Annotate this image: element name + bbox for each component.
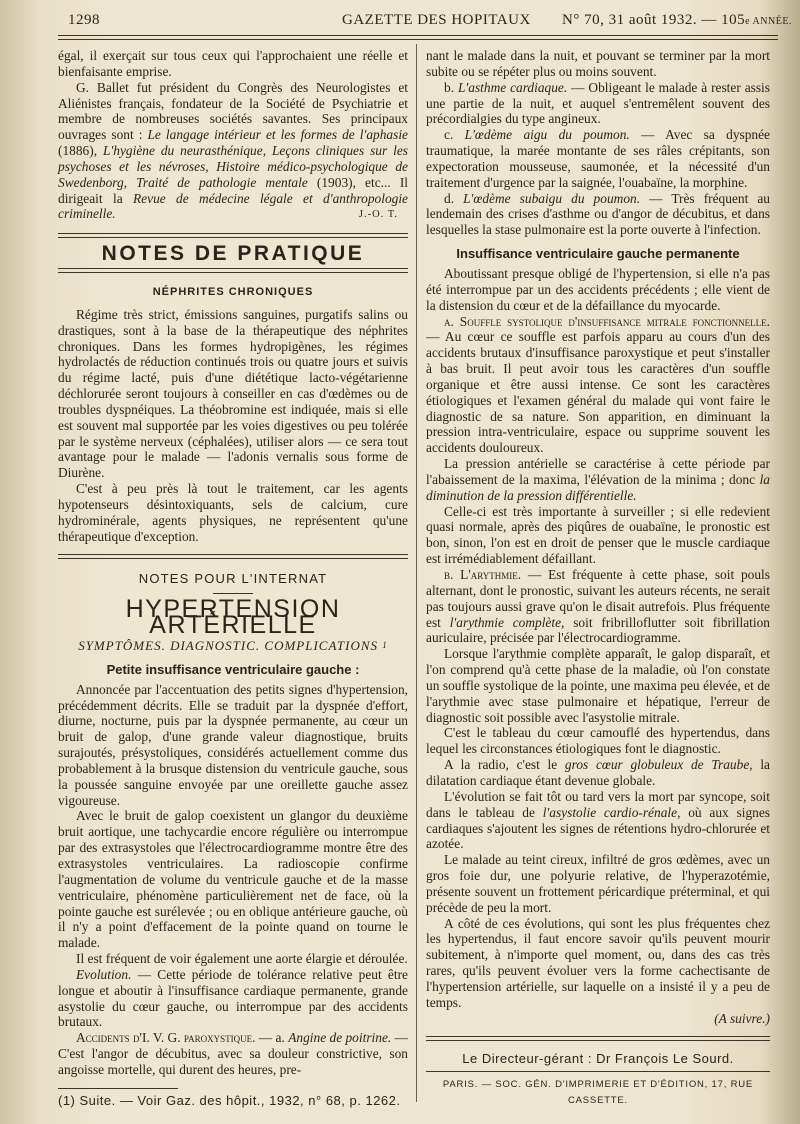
asthme-text: — Obligeant le malade à rester assis une partie de la nuit, et auquel s'entremêlent souvent des précordialgies du type angineux. xyxy=(426,79,770,127)
article-paragraph xyxy=(426,567,770,646)
oedeme-subaigu-label: L'œdème subaigu du poumon. xyxy=(463,190,641,206)
journal-title: GAZETTE DES HOPITAUX xyxy=(342,12,531,28)
item-letter: d. xyxy=(444,190,464,206)
subtitle-text: SYMPTÔMES. DIAGNOSTIC. COMPLICATIONS xyxy=(78,638,379,653)
footnote: (1) Suite. — Voir Gaz. des hôpit., 1932, n° 68, p. 1262. xyxy=(58,1092,401,1108)
radio-text: A la radio, c'est le xyxy=(444,757,565,773)
section-rule xyxy=(58,268,408,273)
printer-line: PARIS. — SOC. GÉN. D'IMPRIMERIE ET D'ÉDITION, 17, RUE CASSETTE. xyxy=(442,1079,754,1107)
section-heading: Insuffisance ventriculaire gauche permanente xyxy=(456,246,740,262)
traube-emphasis: gros cœur globuleux de Traube xyxy=(564,757,750,773)
arythmie-complete: l'arythmie complète xyxy=(449,614,562,630)
article-paragraph: Aboutissant presque obligé de l'hypertension, si elle n'a pas été interrompue par un des accidents précédents ; elle vient de la distension du cœur et de la défaillance du myocarde. xyxy=(426,265,770,313)
evolution-text: L'évolution se fait tôt ou tard vers la mort par syncope, soit dans le tableau de xyxy=(426,788,770,820)
footnote-mark: 1 xyxy=(382,640,388,650)
arythmie-text-2: , soit fribrilloflutter soit fibrillation auriculaire, précisée par l'électrocardiogramme. xyxy=(426,614,770,646)
arythmie-text: — Est fréquente à cette phase, soit pouls alternant, dont le pronostic, suivant les auteurs récents, ne serait pas toujours aussi grave qu'on le disait autrefois. Plus fréquente est xyxy=(426,567,770,630)
radio-text-2: , la dilatation cardiaque étant devenue globale. xyxy=(426,757,770,788)
page-number: 1298 xyxy=(68,12,100,28)
works-text: G. Ballet fut président du Congrès des Neurologistes et Aliénistes français, fondateur de la Société de Psychiatrie et membre de nombreuses sociétés savantes. Ses principaux ouvrages sont : xyxy=(58,79,408,143)
article-paragraph xyxy=(58,967,408,1030)
issue-year: e ANNÉE. xyxy=(745,16,792,27)
item-letter: b. xyxy=(444,79,458,95)
footer-rule xyxy=(426,1036,770,1041)
souffle-text: — Au cœur ce souffle est parfois apparu au cours d'un des accidents brutaux d'insuffisance paroxystique et peut s'installer à bas bruit. Il peut avoir tous les caractères d'un souffle organique et être aussi intense. Ce sont les caractères étiologiques et l'examen général du malade qui vont faire le diagnostic de sa nature. Son apparition, en diminuant la pression intra-ventriculaire, espace ou supprime souvent les accidents douloureux. xyxy=(426,329,770,456)
notes-title: NOTES DE PRATIQUE xyxy=(101,242,365,266)
footer-rule-thin xyxy=(426,1071,770,1072)
article-paragraph: Lorsque l'arythmie complète apparaît, le galop disparaît, et l'on comprend qu'à cette phase de la maladie, où l'on constate un souffle systolique de la pointe, une maxima peu élevée, et de l'arythmie avec stase pulmonaire et hépatique, l'erreur de diagnostic soit possible avec l'asystolie mitrale. xyxy=(426,646,770,725)
pression-text: La pression antérielle se caractérise à cette période par l'abaissement de la maxima, l'élévation de la minima ; donc xyxy=(426,456,770,487)
header-rule-bottom xyxy=(58,39,778,40)
asystolie-emphasis: l'asystolie cardio-rénale xyxy=(542,804,678,820)
section-rule xyxy=(58,554,408,559)
oedeme-aigu-text: — Avec sa dyspnée traumatique, la marée montante de ses râles crépitants, son expectoration mousseuse, saumonée, et la nécessité d'un traitement d'urgence par la saignée, l'ouabaïne, la morphine. xyxy=(426,127,771,190)
item-letter: c. xyxy=(444,127,465,143)
article-paragraph xyxy=(426,314,770,457)
obituary-works xyxy=(58,80,408,223)
works-titles: L'hygiène du neurasthénique, Leçons cliniques sur les psychoses et les névroses, Histoire médico-psychologique de Swedenborg, Traité de pathologie mentale xyxy=(58,143,408,190)
obituary-end: égal, il exerçait sur tous ceux qui l'approchaient une réelle et bienfaisante emprise. xyxy=(58,48,408,79)
angine-text: — C'est l'angor de décubitus, avec sa douleur constrictive, son angoisse mortelle, qui durent des heures, pre- xyxy=(58,1030,409,1077)
works-title-1: Le langage intérieur et les formes de l'aphasie xyxy=(147,127,408,143)
angine-label: Angine de poitrine. xyxy=(288,1030,392,1046)
article-paragraph xyxy=(426,757,770,789)
article-paragraph xyxy=(426,127,770,190)
right-column xyxy=(426,48,770,1109)
works-journal: Revue de médecine légale et d'anthropologie criminelle. xyxy=(58,190,408,222)
souffle-label: a. Souffle systolique d'insuffisance mitrale fonctionnelle. xyxy=(444,313,770,329)
column-divider xyxy=(416,44,417,1102)
article-title: HYPERTENSION ARTÉRIELLE xyxy=(125,595,341,640)
short-rule xyxy=(213,593,253,594)
oedeme-aigu-label: L'œdème aigu du poumon. xyxy=(464,127,630,143)
article-paragraph xyxy=(426,789,770,852)
issue-number-date: N° 70, 31 août 1932. — 105 xyxy=(562,12,746,28)
article-paragraph: Le malade au teint cireux, infiltré de gros œdèmes, avec un gros foie dur, une polyurie relative, de l'hyperazotémie, présente souvent un frottement péricardique préterminal, et qui précède de peu la mort. xyxy=(426,852,770,915)
article-subtitle xyxy=(58,638,408,654)
article-paragraph: C'est le tableau du cœur camouflé des hypertendus, dans lequel les circonstances étiologiques font le diagnostic. xyxy=(426,725,770,757)
article-paragraph xyxy=(426,80,770,128)
article-paragraph: Celle-ci est très importante à surveiller ; si elle redevient quasi normale, après des piqûres de ouabaïne, le pronostic est bon, sinon, l'on est en droit de penser que le muscle cardiaque est irrémédiablement défaillant. xyxy=(426,503,770,567)
left-column xyxy=(58,48,408,1109)
footnote-rule xyxy=(58,1088,178,1089)
pression-emphasis: la diminution de la pression différentielle. xyxy=(426,471,770,503)
article-paragraph: Annoncée par l'accentuation des petits signes d'hypertension, précédemment décrits. Elle se traduit par la dyspnée d'effort, diurne, nocturne, puis par la dyspnée permanente, au cœur un bruit de galop, d'une grande valeur diagnostique, bruits surajoutés, présystoliques, considérés actuellement comme dus probablement à la brusque distension du ventricule gauche, sous la poussée sanguine envoyée par une oreillette gauche assez vigoureuse. xyxy=(58,681,408,808)
nephrites-title: NÉPHRITES CHRONIQUES xyxy=(152,285,314,298)
page-header xyxy=(50,12,792,34)
article-paragraph xyxy=(58,1030,408,1078)
evolution-label: Evolution. xyxy=(76,966,132,982)
accidents-label: Accidents d'I. V. G. paroxystique. xyxy=(76,1030,256,1046)
asthme-label: L'asthme cardiaque. xyxy=(457,79,568,95)
nephrites-paragraph: Régime très strict, émissions sanguines, purgatifs salins ou drastiques, sont à la base de la thérapeutique des néphrites chroniques. Dans les formes hydropigènes, les régimes hydrolactés de réduction continués trois ou quatre jours et suivis du régime lacté, puis d'une diététique lacto-végétarienne déchlorurée seront toujours à conseiller en cas d'œdèmes ou de troubles dyspnéiques. La théobromine est indiquée, mais si elle est souvent mal supportée par les voies digestives ou peu tolérée par le système nerveux (céphalées), utiliser alors — ce sera tout avantage pour le malade — l'adonis vernalis sous forme de Diurène. xyxy=(58,306,408,481)
section-rule xyxy=(58,233,408,238)
article-paragraph xyxy=(426,456,770,504)
header-rule-top xyxy=(58,35,778,36)
article-paragraph: nant le malade dans la nuit, et pouvant se terminer par la mort subite ou se répéter plus ou moins souvent. xyxy=(426,48,770,79)
director-manager: Le Directeur-gérant : Dr François Le Sourd. xyxy=(462,1051,734,1067)
arythmie-label: b. L'arythmie. xyxy=(444,567,522,582)
accidents-a: — a. xyxy=(255,1030,289,1046)
article-paragraph xyxy=(426,191,770,239)
nephrites-paragraph: C'est à peu près là tout le traitement, car les agents hypotenseurs désintoxiquants, sels de calcium, cure hydrominérale, agents physiques, ne représentent qu'une thérapeutique d'exception. xyxy=(58,481,408,544)
evolution-text: — Cette période de tolérance relative peut être longue et aboutir à l'insuffisance cardiaque permanente, grande asystolie du cœur gauche, ou interrompue par des accidents brutaux. xyxy=(58,966,408,1030)
issue-info xyxy=(562,12,792,29)
works-year-1: (1886), xyxy=(58,143,103,159)
evolution-text-2: , où aux signes cardiaques s'ajoutent les signes de rétentions hydro-chlorurée et azotée. xyxy=(426,804,770,852)
article-paragraph: Avec le bruit de galop coexistent un glangor du deuxième bruit aortique, une tachycardie encore régulière ou interrompue par des extrasystoles que l'électrocardiogramme montre être des extrasystoles ventriculaires. La radioscopie confirme l'augmentation de volume du ventricule gauche et de la masse ventriculaire, phénomène particulièrement net de face, où la pointe gauche est surélevée ; ou en oblique antérieure gauche, où il n'y a point d'effacement de la pointe quand on tourne le malade. xyxy=(58,808,408,951)
section-heading: Petite insuffisance ventriculaire gauche : xyxy=(106,661,360,677)
internat-title: NOTES POUR L'INTERNAT xyxy=(138,571,328,587)
works-year-2: (1903), etc... Il dirigeait la xyxy=(58,174,409,206)
oedeme-subaigu-text: — Très fréquent au lendemain des crises d'asthme ou d'angor de décubitus, et dans lesquelles la stase pulmonaire est la porte ouverte à l'infection. xyxy=(426,190,770,238)
article-paragraph: Il est fréquent de voir également une aorte élargie et déroulée. xyxy=(76,951,408,967)
article-paragraph: A côté de ces évolutions, qui sont les plus fréquentes chez les hypertendus, il faut encore savoir qu'ils peuvent mourir subitement, à n'importe quel moment, ou, dans des cas très rares, qu'ils peuvent évoluer vers la forme cachectisante de l'hypertension artérielle, sur laquelle on a insisté il y a peu de temps. xyxy=(426,915,770,1010)
to-follow: (A suivre.) xyxy=(714,1010,770,1026)
signature: J.-O. T. xyxy=(358,209,398,221)
